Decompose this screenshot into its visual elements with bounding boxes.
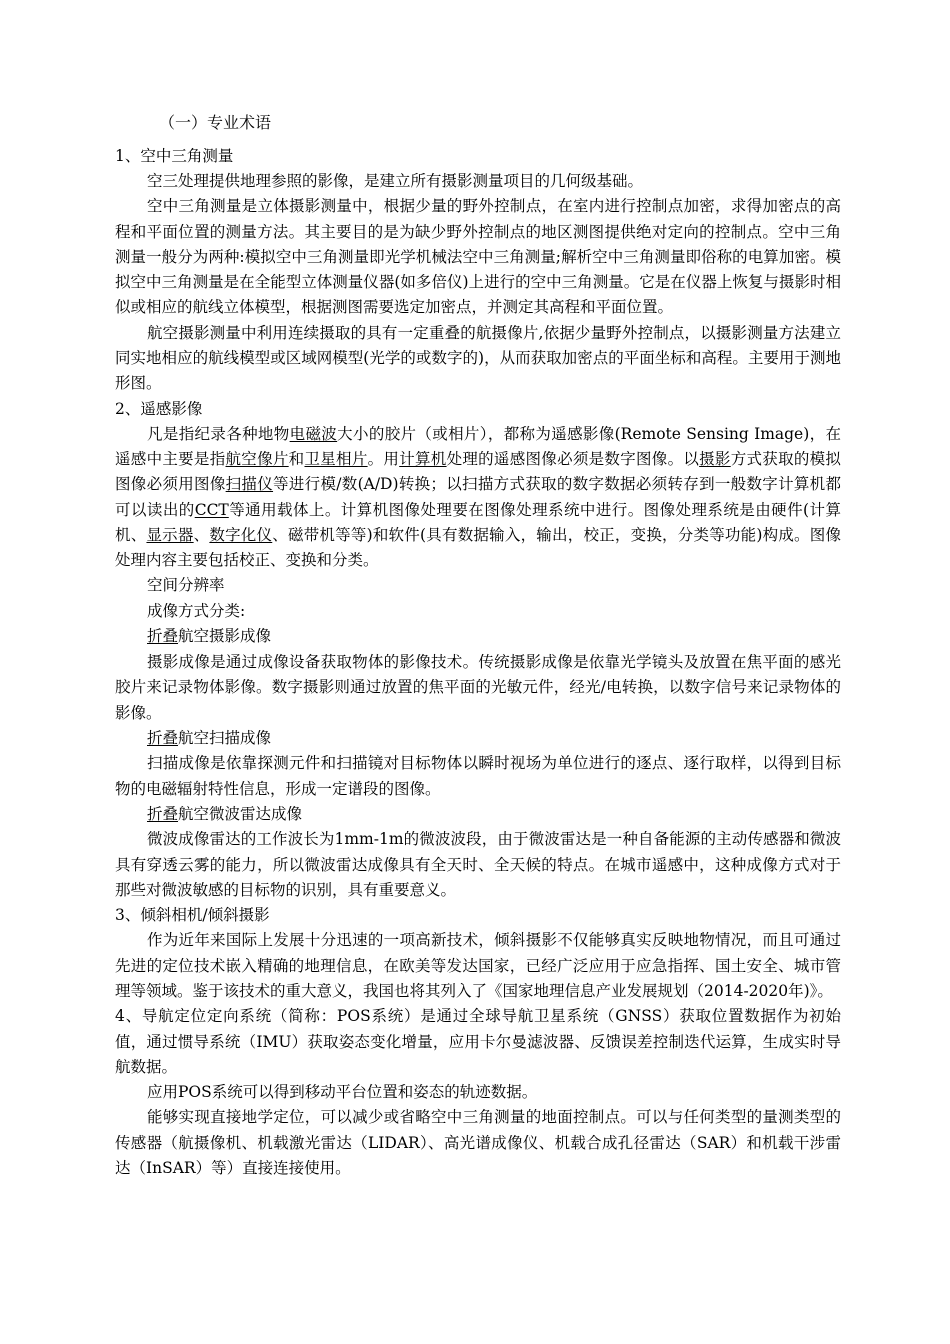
link-electromagnetic-wave[interactable]: 电磁波: [289, 424, 338, 443]
section-heading-pos-system: 4、导航定位定向系统（简称：POS系统）是通过全球导航卫星系统（GNSS）获取位置数据作为初始值，通过惯导系统（IMU）获取姿态变化增量，应用卡尔曼滤波器、反馈误差控制迭代运算，生成实时导航数据。: [115, 1007, 841, 1076]
subsection-heading-aerial-scanning: [115, 726, 841, 752]
link-cct[interactable]: CCT: [194, 500, 229, 519]
paragraph: 微波成像雷达的工作波长为1mm-1m的微波波段，由于微波雷达是一种自备能源的主动传感器和微波具有穿透云雾的能力，所以微波雷达成像具有全天时、全天候的特点。在城市遥感中，这种成像方式对于那些对微波敏感的目标物的识别，具有重要意义。: [115, 830, 841, 900]
fold-toggle[interactable]: 折叠: [147, 728, 179, 747]
paragraph: 作为近年来国际上发展十分迅速的一项高新技术，倾斜摄影不仅能够真实反映地物情况，而且可通过先进的定位技术嵌入精确的地理信息，在欧美等发达国家，已经广泛应用于应急指挥、国土安全、城市管理等领域。鉴于该技术的重大意义，我国也将其列入了《国家地理信息产业发展规划（2014-2020年)》。: [115, 931, 841, 1000]
paragraph: 能够实现直接地学定位，可以减少或省略空中三角测量的地面控制点。可以与任何类型的量测类型的传感器（航摄像机、机载激光雷达（LIDAR）、高光谱成像仪、机载合成孔径雷达（SAR）和机载干涉雷达（InSAR）等）直接连接使用。: [115, 1108, 841, 1177]
subsection-heading-aerial-photography: [115, 624, 841, 650]
document-title: （一）专业术语: [159, 113, 272, 132]
text-run: 处理的遥感图像必须是数字图像。以: [446, 449, 700, 468]
text-run: 、磁带机等等)和软件(具有数据输入，输出，校正，变换，分类等功能)构成。图像处理内容主要包括校正、变换和分类。: [115, 525, 841, 570]
paragraph: 扫描成像是依靠探测元件和扫描镜对目标物体以瞬时视场为单位进行的逐点、逐行取样，以得到目标物的电磁辐射特性信息，形成一定谱段的图像。: [115, 754, 841, 798]
fold-toggle[interactable]: 折叠: [147, 627, 179, 646]
subsection-title: 航空摄影成像: [178, 627, 272, 646]
paragraph: 航空摄影测量中利用连续摄取的具有一定重叠的航摄像片,依据少量野外控制点，以摄影测量方法建立同实地相应的航线模型或区域网模型(光学的或数字的)，从而获取加密点的平面坐标和高程。主要用于测地形图。: [115, 323, 841, 393]
link-digitizer[interactable]: 数字化仪: [209, 525, 273, 544]
paragraph: 空中三角测量是立体摄影测量中，根据少量的野外控制点，在室内进行控制点加密，求得加密点的高程和平面位置的测量方法。其主要目的是为缺少野外控制点的地区测图提供绝对定向的控制点。空中三角测量一般分为两种:模拟空中三角测量即光学机械法空中三角测量;解析空中三角测量即俗称的电算加密。模拟空中三角测量是在全能型立体测量仪器(如多倍仪)上进行的空中三角测量。它是在仪器上恢复与摄影时相似或相应的航线立体模型，根据测图需要选定加密点，并测定其高程和平面位置。: [115, 197, 841, 317]
text-run: 方式获取的模拟图像必须用图像: [115, 449, 841, 494]
link-display[interactable]: 显示器: [146, 525, 194, 544]
subsection-title: 航空扫描成像: [178, 728, 272, 747]
fold-toggle[interactable]: 折叠: [147, 804, 179, 823]
label-imaging-modes: 成像方式分类:: [147, 601, 246, 620]
text-run: 大小的胶片（或相片），都称为遥感影像(Remote Sensing Image)，在遥感中主要是指: [115, 424, 841, 468]
link-photography[interactable]: 摄影: [699, 449, 731, 468]
paragraph: 应用POS系统可以得到移动平台位置和姿态的轨迹数据。: [147, 1083, 538, 1102]
text-run: 等通用载体上。计算机图像处理要在图像处理系统中进行。图像处理系统是由硬件(计算机、: [115, 500, 841, 544]
label-spatial-resolution: 空间分辨率: [147, 576, 225, 595]
subsection-title: 航空微波雷达成像: [178, 804, 303, 823]
text-run: 。用: [367, 449, 400, 468]
document-content: [115, 112, 841, 1181]
subsection-heading-microwave-radar: [115, 802, 841, 828]
link-aerial-photo[interactable]: 航空像片: [225, 449, 289, 468]
text-run: 和: [288, 449, 305, 468]
text-run: 、: [193, 525, 210, 544]
text-run: 等进行模/数(A/D)转换；以扫描方式获取的数字数据必须转存到一般数字计算机都可以读出的: [115, 475, 841, 519]
section-heading-remote-sensing-image: 2、遥感影像: [115, 399, 203, 418]
link-computer[interactable]: 计算机: [399, 449, 447, 468]
link-scanner[interactable]: 扫描仪: [225, 475, 274, 494]
section-heading-oblique-camera: 3、倾斜相机/倾斜摄影: [115, 906, 270, 925]
section-heading-aerotriangulation: 1、空中三角测量: [115, 147, 234, 165]
link-satellite-photo[interactable]: 卫星相片: [304, 449, 368, 468]
paragraph: 空三处理提供地理参照的影像，是建立所有摄影测量项目的几何级基础。: [147, 172, 644, 190]
paragraph: 摄影成像是通过成像设备获取物体的影像技术。传统摄影成像是依靠光学镜头及放置在焦平面的感光胶片来记录物体影像。数字摄影则通过放置的焦平面的光敏元件，经光/电转换，以数字信号来记录物体的影像。: [115, 652, 841, 722]
text-run: 凡是指纪录各种地物: [147, 424, 290, 443]
remote-sensing-intro-paragraph: [115, 422, 841, 574]
